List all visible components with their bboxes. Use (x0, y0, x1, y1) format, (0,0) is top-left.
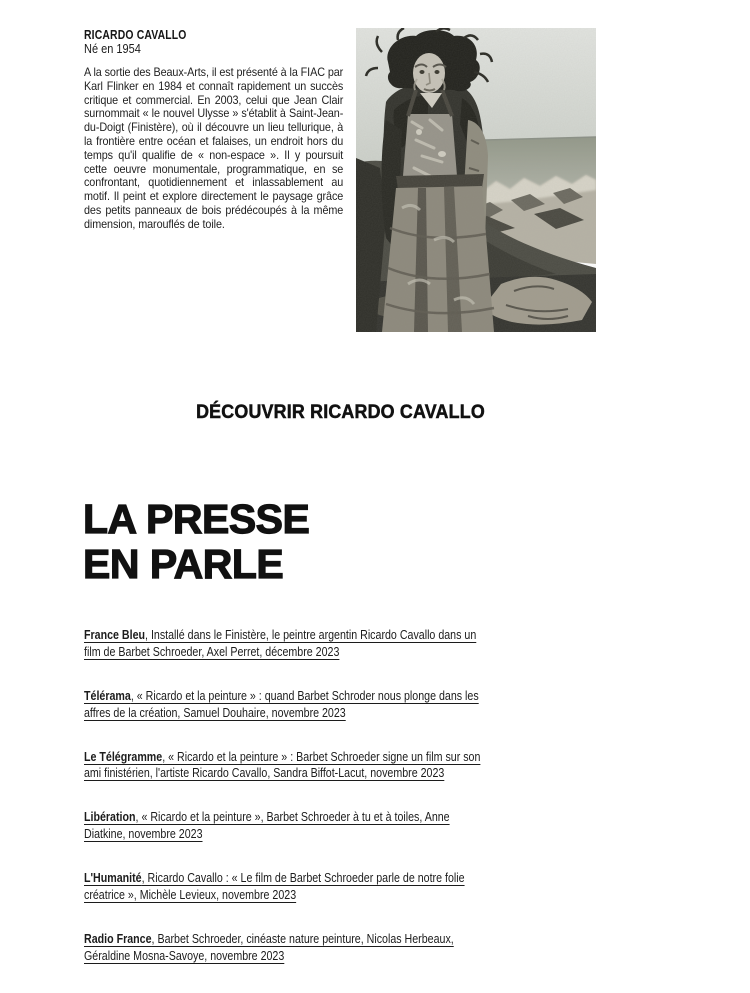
press-title-line2: EN PARLE (83, 541, 284, 587)
press-source: L'Humanité (84, 870, 142, 886)
artist-photo (356, 28, 596, 332)
discover-heading: DÉCOUVRIR RICARDO CAVALLO (196, 402, 485, 423)
press-item (84, 931, 724, 965)
press-link-l-humanite[interactable]: L'Humanité, Ricardo Cavallo : « Le film de Barbet Schroeder parle de notre folie créatrice », Michèle Levieux, novembre 2023 (84, 870, 465, 902)
press-item (84, 870, 724, 904)
press-link-le-telegramme[interactable]: Le Télégramme, « Ricardo et la peinture » : Barbet Schroeder signe un film sur son ami finistérien, l'artiste Ricardo Cavallo, Sandra Biffot-Lacut, novembre 2023 (84, 748, 481, 781)
artist-name: RICARDO CAVALLO (84, 27, 187, 42)
artist-bio-text: A la sortie des Beaux-Arts, il est présenté à la FIAC par Karl Flinker en 1984 et connaît rapidement un succès critique et commercial. En 2003, celui que Jean Clair surnommait « le nouvel Ulysse » s'établit à Saint-Jean-du-Doigt (Finistère), où il découvre un lieu tellurique, à la frontière entre océan et falaises, un endroit hors du temps qu'il qualifie de « non-espace ». Il y poursuit cette oeuvre monumentale, programmatique, en se confrontant, quotidiennement et inlassablement au motif. Il peint et explore directement le paysage grâce des petits panneaux de bois prédécoupés à la même dimension, marouflés de toile. (84, 65, 344, 231)
press-section-title (83, 497, 309, 587)
press-source: Le Télégramme (84, 748, 163, 764)
press-link-liberation[interactable]: Libération, « Ricardo et la peinture », Barbet Schroeder à tu et à toiles, Anne Diatkine, novembre 2023 (84, 809, 450, 842)
press-link-france-bleu[interactable]: France Bleu, Installé dans le Finistère, le peintre argentin Ricardo Cavallo dans un film de Barbet Schroeder, Axel Perret, décembre 2023 (84, 627, 477, 659)
press-item (84, 749, 724, 783)
press-list (84, 627, 724, 992)
press-link-radio-france[interactable]: Radio France, Barbet Schroeder, cinéaste nature peinture, Nicolas Herbeaux, Géraldine Mosna-Savoye, novembre 2023 (84, 930, 454, 963)
press-item (84, 809, 724, 843)
artist-birth-year: Né en 1954 (84, 42, 141, 56)
artist-bio (84, 27, 384, 232)
press-item (84, 627, 724, 661)
press-item (84, 688, 724, 722)
press-source: Libération (84, 809, 136, 825)
press-link-telerama[interactable]: Télérama, « Ricardo et la peinture » : quand Barbet Schroder nous plonge dans les affres de la création, Samuel Douhaire, novembre 2023 (84, 687, 479, 720)
press-source: France Bleu (84, 627, 146, 642)
press-source: Télérama (84, 687, 131, 703)
press-source: Radio France (84, 930, 152, 946)
press-title-line1: LA PRESSE (83, 496, 310, 542)
